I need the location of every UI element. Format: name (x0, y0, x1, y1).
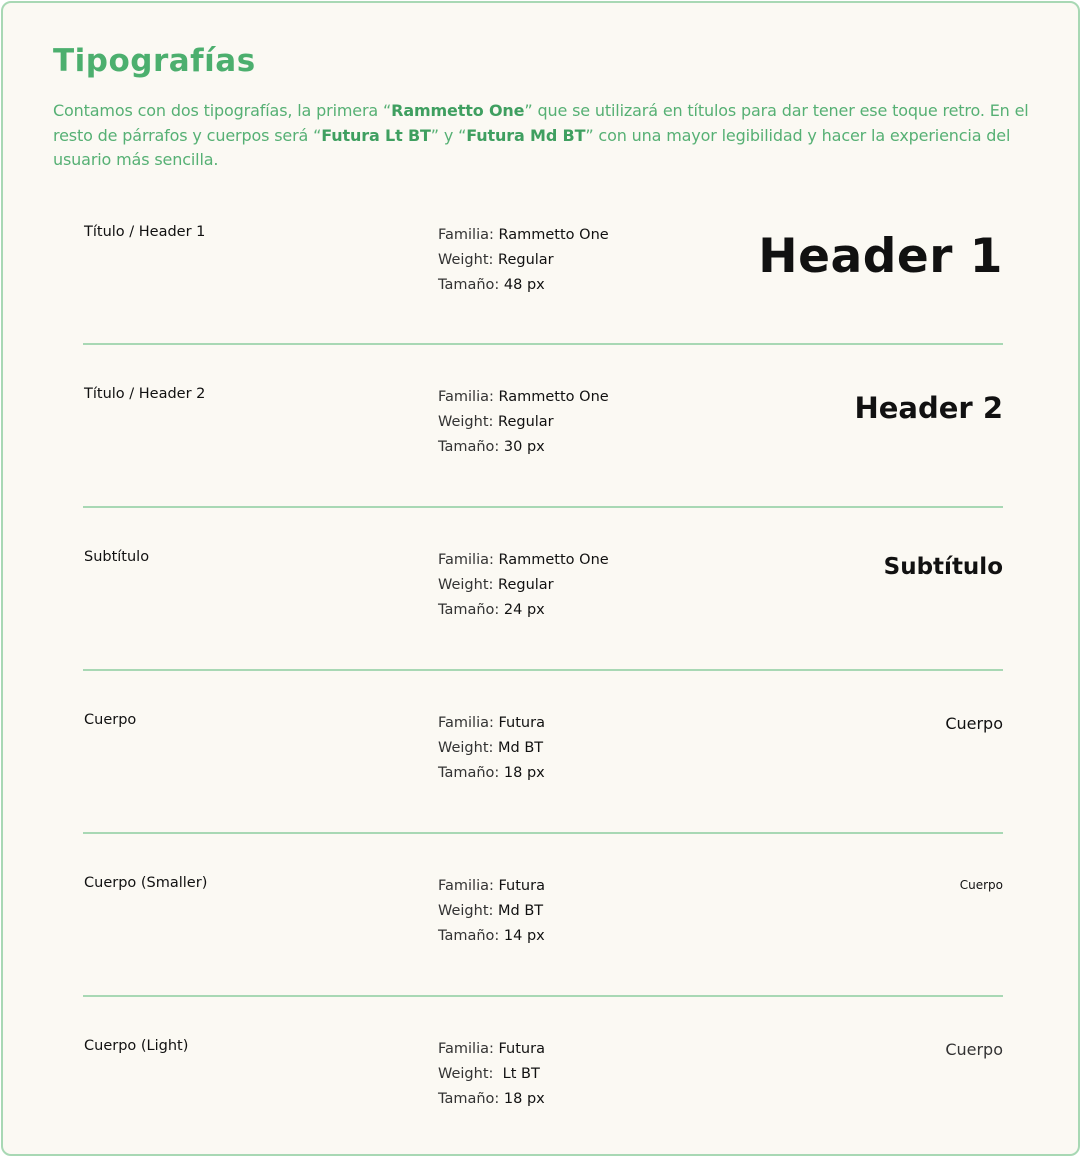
weight-value: Md BT (498, 903, 544, 919)
page-title: Tipografías (53, 43, 256, 79)
sample-body-smaller: Cuerpo (959, 878, 1003, 892)
row-divider (83, 995, 1003, 997)
family-value: Futura (498, 878, 545, 894)
intro-text-3: ” y “ (430, 125, 467, 145)
size-value: 18 px (503, 1091, 545, 1107)
intro-text-2: ” que se utilizará en títulos para dar tener ese toque retro. En el resto de párrafos y cuerpos será “ (53, 101, 1029, 145)
row-spec (438, 223, 609, 298)
sample-subtitle: Subtítulo (883, 554, 1003, 580)
row-divider (83, 832, 1003, 834)
weight-key: Weight: (438, 740, 494, 756)
size-key: Tamaño: (438, 277, 500, 293)
weight-value: Md BT (498, 740, 544, 756)
size-value: 18 px (503, 765, 545, 781)
family-key: Familia: (438, 552, 494, 568)
family-key: Familia: (438, 389, 494, 405)
size-value: 14 px (503, 928, 545, 944)
row-label: Título / Header 2 (84, 386, 206, 402)
type-row-header-2 (83, 343, 1003, 506)
family-key: Familia: (438, 227, 494, 243)
type-row-body-light (83, 995, 1003, 1158)
size-key: Tamaño: (438, 602, 500, 618)
row-spec (438, 874, 545, 949)
type-row-subtitle (83, 506, 1003, 669)
weight-value: Regular (498, 414, 554, 430)
sample-header-2: Header 2 (854, 391, 1003, 425)
size-key: Tamaño: (438, 439, 500, 455)
row-spec (438, 548, 609, 623)
weight-value: Lt BT (498, 1066, 540, 1082)
intro-paragraph (53, 99, 1043, 173)
sample-body: Cuerpo (945, 714, 1003, 733)
weight-key: Weight: (438, 252, 494, 268)
row-spec (438, 1037, 545, 1112)
family-value: Rammetto One (498, 389, 609, 405)
family-value: Futura (498, 1041, 545, 1057)
family-key: Familia: (438, 1041, 494, 1057)
size-value: 48 px (503, 277, 545, 293)
row-spec (438, 711, 545, 786)
intro-text-4: ” con una mayor legibilidad y hacer la experiencia del usuario más sencilla. (53, 125, 1011, 169)
row-label: Cuerpo (84, 712, 137, 728)
weight-key: Weight: (438, 414, 494, 430)
row-spec (438, 385, 609, 460)
intro-font-rammetto: Rammetto One (391, 101, 525, 120)
family-value: Rammetto One (498, 552, 609, 568)
row-label: Cuerpo (Light) (84, 1038, 189, 1054)
size-key: Tamaño: (438, 928, 500, 944)
typography-card (1, 1, 1080, 1156)
family-key: Familia: (438, 878, 494, 894)
size-key: Tamaño: (438, 765, 500, 781)
family-value: Futura (498, 715, 545, 731)
row-divider (83, 669, 1003, 671)
family-value: Rammetto One (498, 227, 609, 243)
weight-value: Regular (498, 252, 554, 268)
family-key: Familia: (438, 715, 494, 731)
intro-font-futura-lt: Futura Lt BT (321, 125, 431, 145)
size-key: Tamaño: (438, 1091, 500, 1107)
sample-body-light: Cuerpo (945, 1040, 1003, 1059)
size-value: 24 px (503, 602, 545, 618)
intro-text-1: Contamos con dos tipografías, la primera “ (53, 101, 392, 120)
row-label: Título / Header 1 (84, 224, 206, 240)
row-label: Subtítulo (84, 549, 150, 565)
row-divider (83, 506, 1003, 508)
type-row-body-smaller (83, 832, 1003, 995)
intro-font-futura-md: Futura Md BT (466, 125, 586, 145)
weight-value: Regular (498, 577, 554, 593)
row-label: Cuerpo (Smaller) (84, 875, 208, 891)
weight-key: Weight: (438, 577, 494, 593)
sample-header-1: Header 1 (758, 229, 1003, 284)
weight-key: Weight: (438, 1066, 494, 1082)
weight-key: Weight: (438, 903, 494, 919)
row-divider (83, 343, 1003, 345)
size-value: 30 px (503, 439, 545, 455)
type-row-body (83, 669, 1003, 832)
